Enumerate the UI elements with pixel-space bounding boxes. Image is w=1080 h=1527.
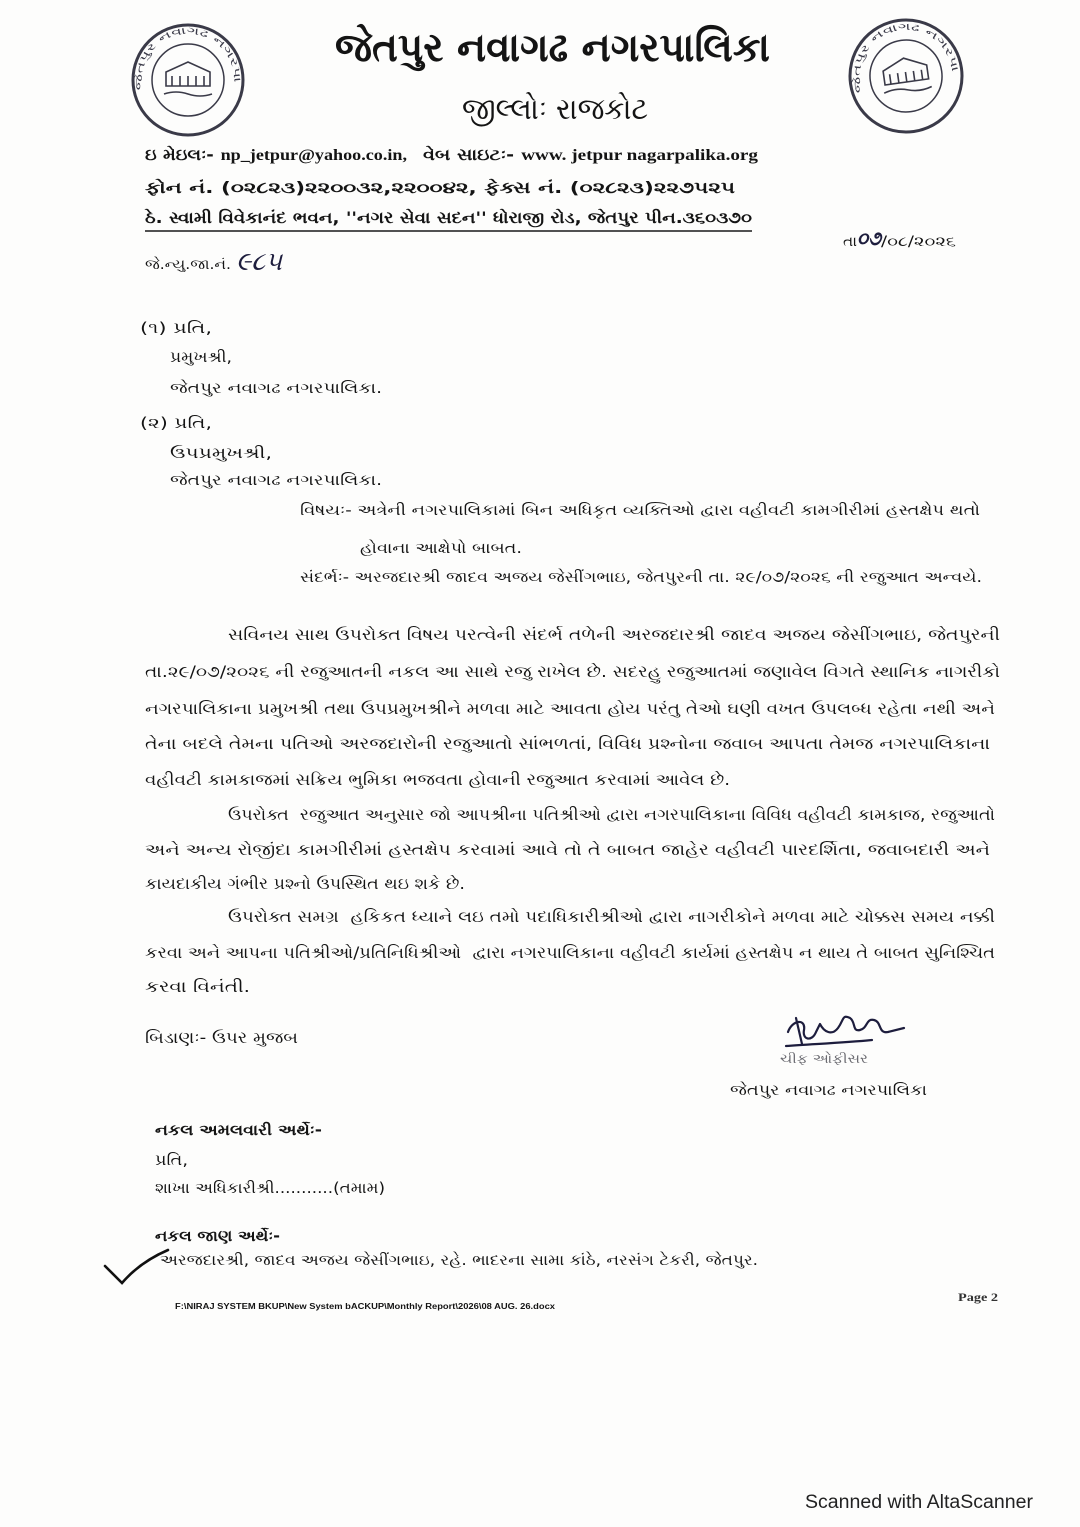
- letterhead-title: [335, 22, 770, 74]
- copy-for-information-heading: [155, 1224, 280, 1248]
- footer-file-path-text: F:\NIRAJ SYSTEM BKUP\New System bACKUP\Monthly Report\2026\08 AUG. 26.docx: [175, 1302, 555, 1311]
- body-text-line: તેના બદલે તેમના પતિઓ અરજદારોની રજુઆતો સાંભળતાં, વિવિધ પ્રશ્નોના જવાબ આપતા તેમજ નગરપાલિકાના: [145, 734, 990, 753]
- copy-for-information-heading-text: નકલ જાણ અર્થેઃ-: [155, 1227, 280, 1245]
- recipient-2-designation: [170, 441, 272, 465]
- website-url: www. jetpur nagarpalika.org: [521, 147, 758, 164]
- recipient-1-office: [170, 376, 382, 400]
- address-text: ઠે. સ્વામી વિવેકાનંદ ભવન, ''નગર સેવા સદન'' ધોરાજી રોડ, જેતપુર પીન.૩૬૦૩૭૦: [145, 208, 752, 227]
- body-text-line: તા.૨૯/૦૭/૨૦૨૬ ની રજુઆતની નકલ આ સાથે રજુ રાખેલ છે. સદરહુ રજુઆતમાં જણાવેલ વિગતે સ્થાનિક નાગરીકો: [145, 662, 1000, 681]
- copy-for-information-recipient: [160, 1248, 758, 1272]
- body-paragraph-2-line-3: [145, 872, 465, 896]
- recipient-2-designation-text: ઉપપ્રમુખશ્રી,: [170, 444, 272, 462]
- letterhead-title-text: જેતપુર નવાગઢ નગરપાલિકા: [335, 25, 770, 71]
- body-text-line: કરવા વિનંતી.: [145, 977, 250, 996]
- body-paragraph-2-line-2: [145, 838, 990, 862]
- seal-lettering-path: જેતપુર નવાગઢ નગરપા: [133, 25, 242, 91]
- seal-emblem-icon: [880, 55, 932, 95]
- copy-for-action-to: [155, 1148, 188, 1172]
- copy-for-action-heading-text: નકલ અમલવારી અર્થેઃ-: [155, 1121, 322, 1139]
- recipient-2-office: [170, 468, 382, 492]
- body-paragraph-3-line-2: [145, 941, 995, 965]
- body-paragraph-1-line-4: [145, 732, 990, 756]
- recipient-1-office-text: જેતપુર નવાગઢ નગરપાલિકા.: [170, 379, 382, 397]
- enclosure-line: [145, 1026, 298, 1050]
- body-text-line: નગરપાલિકાના પ્રમુખશ્રી તથા ઉપપ્રમુખશ્રીને મળવા માટે આવતા હોય પરંતુ તેઓ ઘણી વખત ઉપલબ્ધ રહેતા નથી અને: [145, 699, 995, 718]
- recipient-2-marker-text: (૨) પ્રતિ,: [140, 414, 212, 432]
- phone-fax-line: [145, 176, 735, 200]
- body-text-line: વહીવટી કામકાજમાં સક્રિય ભુમિકા ભજવતા હોવાની રજુઆત કરવામાં આવેલ છે.: [145, 770, 730, 789]
- seal-emblem-icon: [164, 62, 212, 96]
- handwritten-signature: [786, 1017, 904, 1046]
- date-prefix-text: તા: [843, 234, 857, 250]
- signatory-designation: [780, 1050, 868, 1070]
- body-paragraph-1-line-3: [145, 697, 995, 721]
- scanner-watermark-text: Scanned with AltaScanner: [805, 1492, 1033, 1513]
- reference-number-text: ૯૮૫: [236, 247, 282, 277]
- date-prefix: [843, 230, 857, 254]
- body-text-line: કાયદાકીય ગંભીર પ્રશ્નો ઉપસ્થિત થઇ શકે છે.: [145, 874, 465, 893]
- check-mark-icon: [105, 1250, 168, 1283]
- phone-fax-text: ફોન નં. (૦૨૮૨૩)૨૨૦૦૩૨,૨૨૦૦૪૨, ફેક્સ નં. (૦૨૮૨૩)૨૨૭૫૨૫: [145, 178, 735, 197]
- email-label: ઇ મેઇલઃ-: [145, 145, 214, 164]
- body-text-line: સવિનય સાથ ઉપરોક્ત વિષય પરત્વેની સંદર્ભ તળેની અરજદારશ્રી જાદવ અજય જેસીંગભાઇ, જેતપુરની: [228, 625, 1000, 644]
- body-text-line: ઉપરોક્ત સમગ્ર હકિકત ધ્યાને લઇ તમો પદાધિકારીશ્રીઓ દ્વારા નાગરીકોને મળવા માટે ચોક્કસ સમય નક્કી: [228, 907, 995, 926]
- date-rest-text: /૦૮/૨૦૨૬: [881, 234, 956, 250]
- footer-page-number-text: Page 2: [958, 1290, 998, 1304]
- copy-for-action-recipient: [155, 1176, 385, 1200]
- signatory-office: [730, 1078, 927, 1102]
- website-line: [423, 143, 758, 167]
- signatory-office-text: જેતપુર નવાગઢ નગરપાલિકા: [730, 1081, 927, 1099]
- reference-label: [145, 253, 231, 277]
- address-line: [145, 206, 752, 230]
- date-day-text: ૦૭: [857, 226, 881, 250]
- subject-line-1: [300, 498, 980, 522]
- recipient-1-marker: [140, 316, 212, 340]
- letterhead-district: [462, 92, 648, 128]
- email-line: [145, 143, 407, 167]
- body-paragraph-1-line-1: [228, 623, 1000, 647]
- copy-for-action-recipient-text: શાખા અધિકારીશ્રી...........(તમામ): [155, 1179, 385, 1197]
- copy-for-action-to-text: પ્રતિ,: [155, 1151, 188, 1169]
- recipient-2-marker: [140, 411, 212, 435]
- body-paragraph-1-line-5: [145, 768, 730, 792]
- email-line-content: [145, 143, 407, 168]
- subject-line-1-text: વિષયઃ- અત્રેની નગરપાલિકામાં બિન અધિકૃત વ્યક્તિઓ દ્વારા વહીવટી કામગીરીમાં હસ્તક્ષેપ થતો: [300, 501, 980, 519]
- date-rest: [881, 230, 956, 254]
- reference-label-text: જે.ન્યુ.જા.નં.: [145, 257, 231, 273]
- copy-for-information-recipient-text: અરજદારશ્રી, જાદવ અજય જેસીંગભાઇ, રહે. ભાદરના સામા કાંઠે, નરસંગ ટેકરી, જેતપુર.: [160, 1251, 758, 1269]
- body-paragraph-3-line-1: [228, 905, 995, 929]
- email-address: np_jetpur@yahoo.co.in,: [220, 147, 407, 164]
- seal-lettering: [0, 0, 243, 91]
- subject-line-2-text: હોવાના આક્ષેપો બાબત.: [360, 539, 522, 557]
- body-text-line: કરવા અને આપના પતિશ્રીઓ/પ્રતિનિધિશ્રીઓ દ્વારા નગરપાલિકાના વહીવટી કાર્યમાં હસ્તક્ષેપ ન થાય તે બાબત સુનિશ્ચિત: [145, 943, 995, 962]
- letterhead-district-text: જીલ્લોઃ રાજકોટ: [462, 92, 648, 127]
- reference-number: [236, 246, 282, 278]
- website-line-content: [423, 143, 758, 168]
- left-municipal-seal: [0, 0, 243, 135]
- copy-for-action-heading: [155, 1118, 322, 1142]
- body-paragraph-1-line-2: [145, 660, 1000, 684]
- reference-line-text: સંદર્ભઃ- અરજદારશ્રી જાદવ અજય જેસીંગભાઇ, જેતપુરની તા. ૨૯/૦૭/૨૦૨૬ ની રજુઆત અન્વયે.: [300, 568, 982, 586]
- reference-line: [300, 565, 982, 589]
- scanner-watermark: [805, 1490, 1033, 1516]
- body-paragraph-2-line-1: [228, 803, 995, 827]
- recipient-1-designation: [170, 345, 232, 369]
- body-paragraph-3-line-3: [145, 975, 250, 999]
- seal-lettering-path: જેતપુર નવાગઢ નગરપાલિકા: [851, 21, 959, 94]
- signatory-designation-text: ચીફ ઓફીસર: [780, 1052, 868, 1067]
- recipient-1-marker-text: (૧) પ્રતિ,: [140, 319, 212, 337]
- recipient-2-office-text: જેતપુર નવાગઢ નગરપાલિકા.: [170, 471, 382, 489]
- body-text-line: અને અન્ય રોજીંદા કામગીરીમાં હસ્તક્ષેપ કરવામાં આવે તો તે બાબત જાહેર વહીવટી પારદર્શિતા, જવાબદારી અને: [145, 840, 990, 859]
- subject-line-2: [360, 536, 522, 560]
- body-text-line: ઉપરોક્ત રજુઆત અનુસાર જો આપશ્રીના પતિશ્રીઓ દ્વારા નગરપાલિકાના વિવિધ વહીવટી કામકાજ, રજુઆતો: [228, 805, 995, 824]
- recipient-1-designation-text: પ્રમુખશ્રી,: [170, 348, 232, 366]
- date-day-handwritten: [857, 226, 881, 250]
- enclosure-text: બિડાણઃ- ઉપર મુજબ: [145, 1028, 298, 1047]
- footer-file-path: [175, 1301, 555, 1313]
- footer-page-number: [958, 1289, 998, 1305]
- website-label: વેબ સાઇટઃ-: [423, 145, 515, 164]
